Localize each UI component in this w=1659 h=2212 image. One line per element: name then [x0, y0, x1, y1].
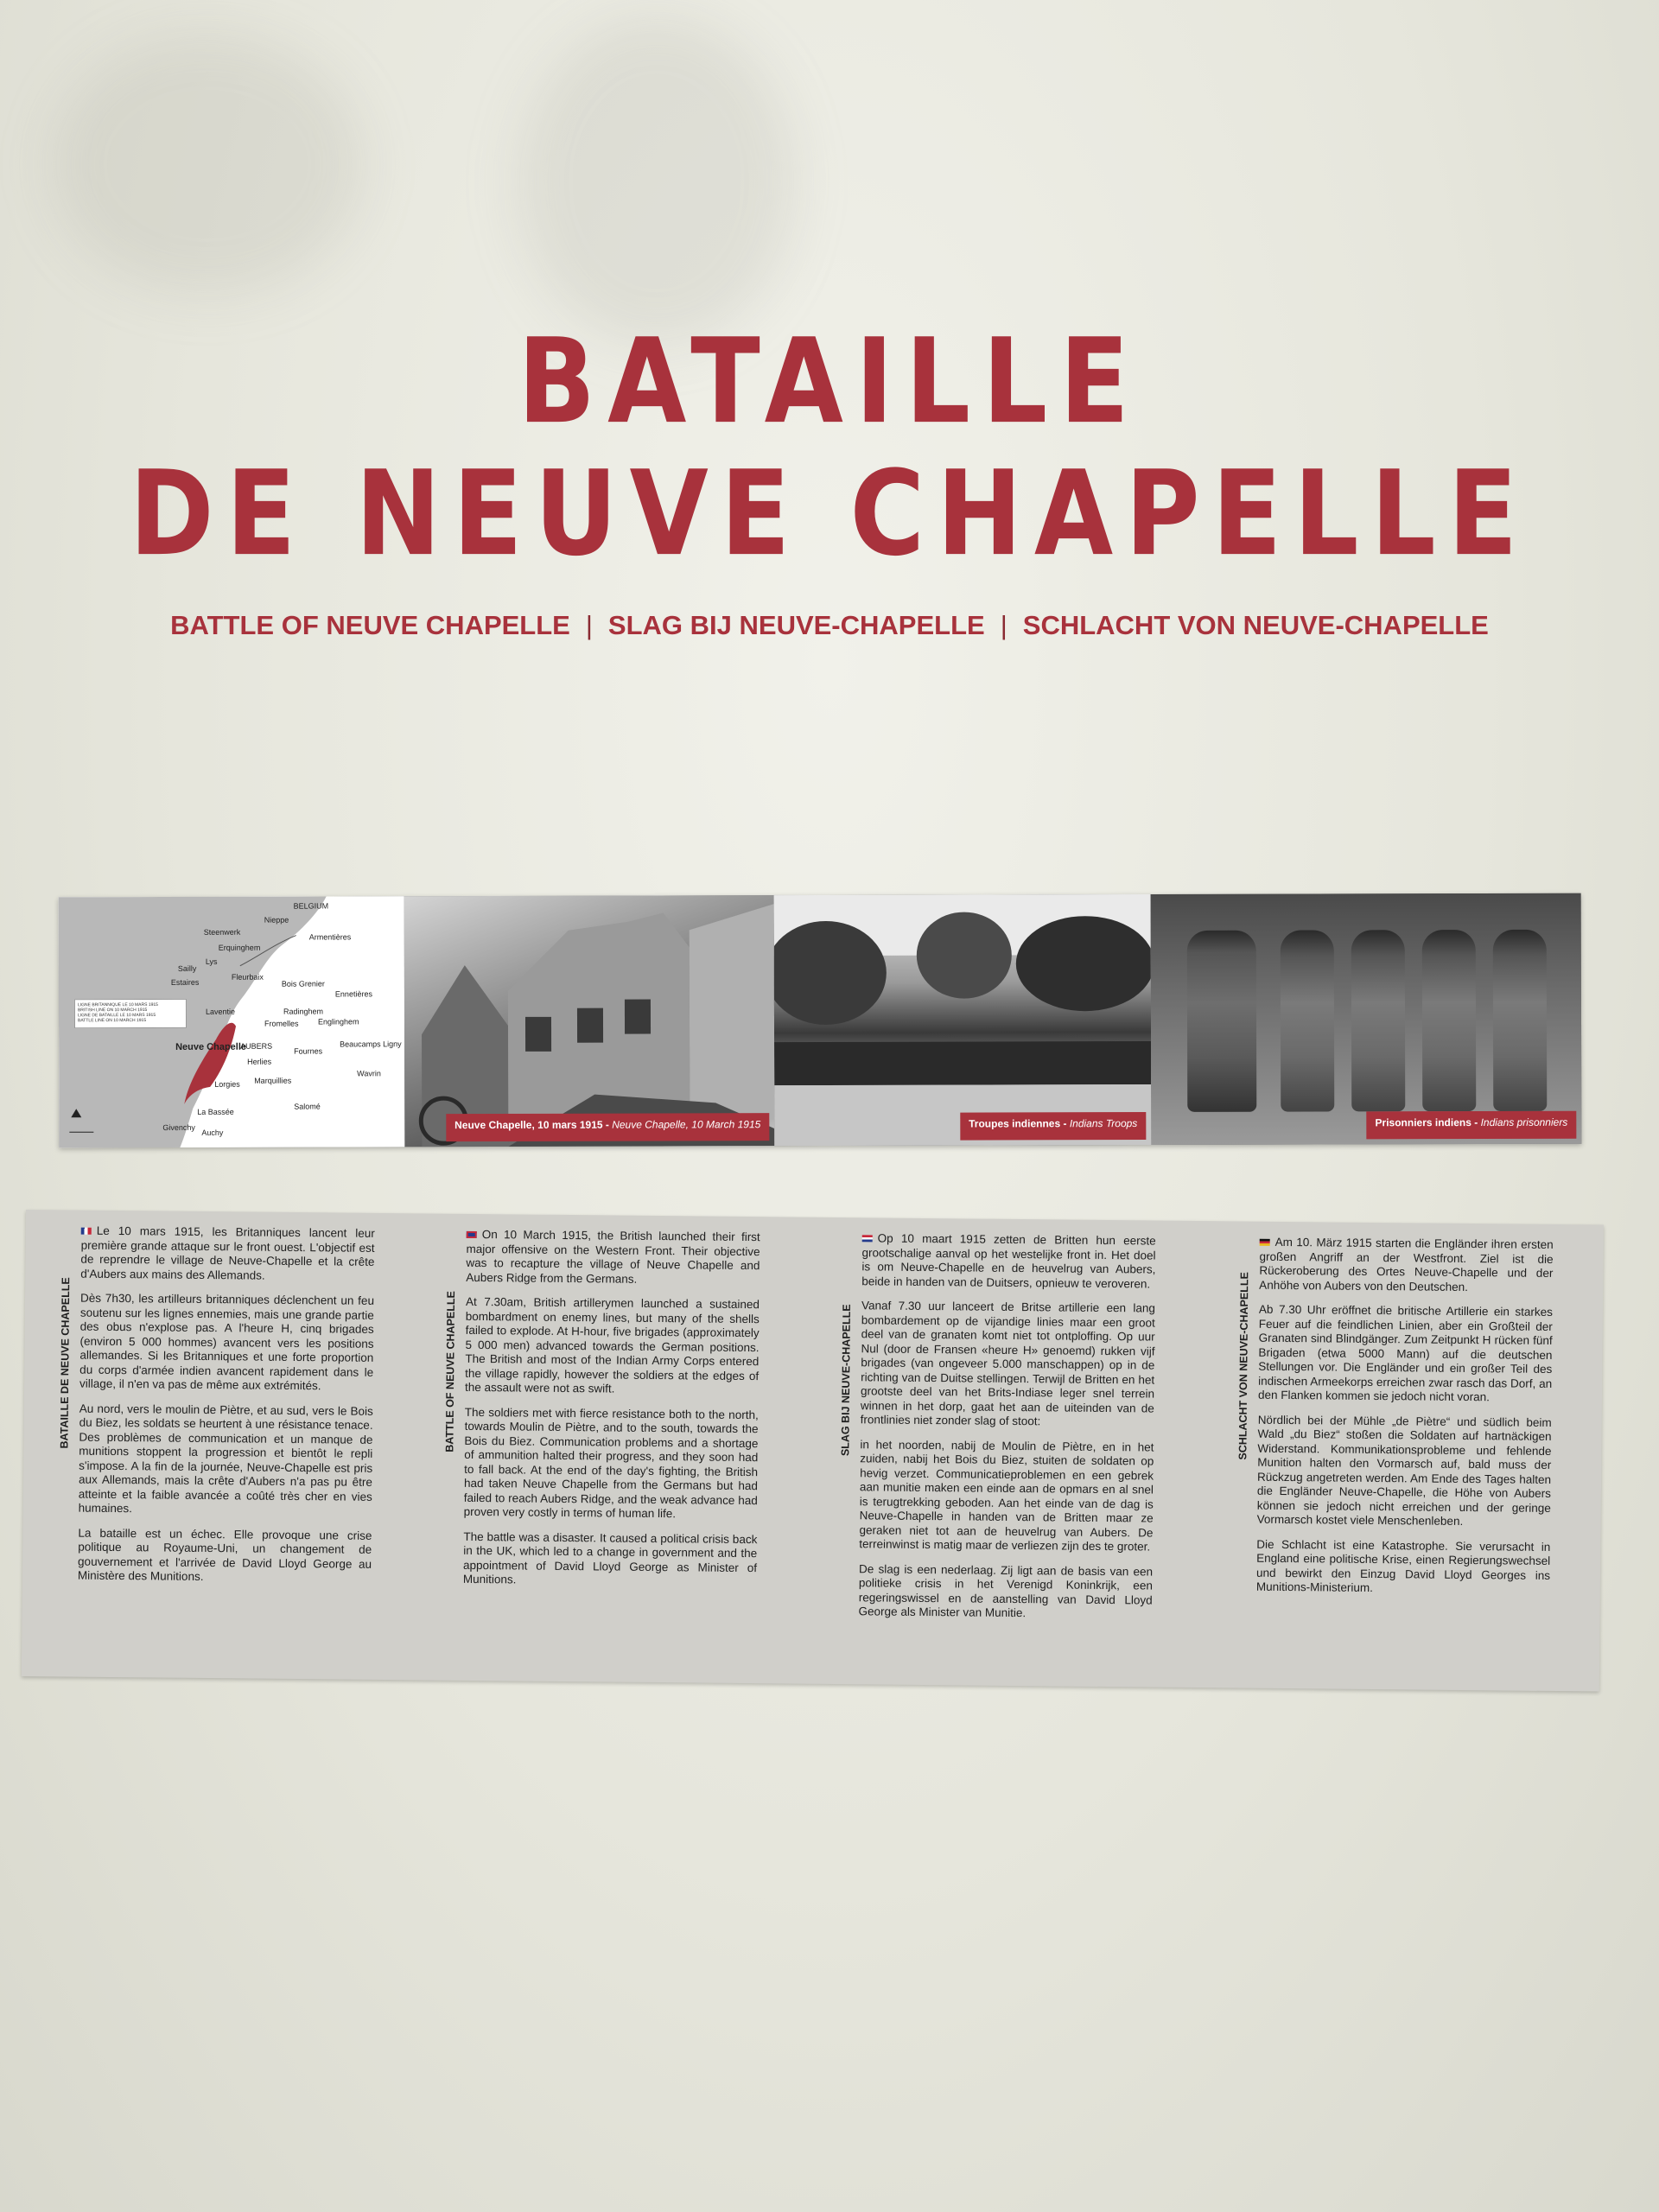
- wall-shadow: [52, 35, 363, 294]
- map-place-label: Wavrin: [357, 1069, 381, 1078]
- caption-french: Neuve Chapelle, 10 mars 1915: [454, 1118, 603, 1132]
- paragraph: Dès 7h30, les artilleurs britanniques déclenchent un feu soutenu sur les lignes ennemies, mais une grande partie des obus n'explose pas. A l'heure H, cinq brigades (environ 5 000 hommes) avancent vers les positions allemandes. Si les Britanniques et une forte proportion du corps d'armée indien avancent rapidement dans le village, il n'en va pas de même aux extrémités.: [79, 1291, 375, 1393]
- map-place-label: Lorgies: [214, 1079, 240, 1089]
- paragraph: De slag is een nederlaag. Zij ligt aan de basis van een politieke crisis in het Verenigd Koninkrijk, een regeringswissel en de aanstelling van David Lloyd George als Minister van Munitie.: [858, 1561, 1154, 1620]
- vertical-label-french: BATAILLE DE NEUVE CHAPELLE: [58, 1277, 73, 1449]
- map-place-label: Englinghem: [317, 1017, 359, 1027]
- ruins-photo-graphic: [404, 895, 775, 1147]
- paragraph: [861, 1231, 1156, 1291]
- battle-map: [59, 896, 405, 1147]
- map-place-label: Estaires: [170, 977, 200, 987]
- wall-shadow: [518, 17, 795, 346]
- map-place-label: Salomé: [294, 1102, 321, 1111]
- subtitle-dutch: SLAG BIJ NEUVE-CHAPELLE: [607, 610, 985, 640]
- map-place-label: Nieppe: [264, 915, 289, 925]
- map-place-label: Beaucamps Ligny: [340, 1039, 402, 1049]
- map-place-label: Sailly: [177, 963, 197, 973]
- prisoner-figure: [1187, 931, 1257, 1112]
- paragraph-text: Op 10 maart 1915 zetten de Britten hun eerste grootschalige aanval op het westelijke front in. Het doel is om Neuve-Chapelle en de heuvelrug van Aubers, beide in handen van de Duitsers, opnieuw te veroveren.: [861, 1231, 1156, 1290]
- exhibit-title-line-2: DE NEUVE CHAPELLE: [129, 444, 1530, 582]
- photo-strip: [59, 893, 1582, 1148]
- window: [625, 1000, 651, 1034]
- map-place-label-neuve-chapelle: Neuve Chapelle: [175, 1041, 247, 1052]
- vertical-label-german: SCHLACHT VON NEUVE-CHAPELLE: [1236, 1272, 1251, 1460]
- paragraph-text: On 10 March 1915, the British launched their first major offensive on the Western Front. Their objective was to recapture the village of Neuve Chapelle and Aubers Ridge from the Germans.: [466, 1228, 760, 1286]
- indian-prisoners-photo: [1151, 893, 1582, 1145]
- legend-line: BATTLE LINE ON 10 MARCH 1915: [77, 1018, 147, 1024]
- paragraph: The battle was a disaster. It caused a political crisis back in the UK, which led to a change in government and the appointment of David Lloyd George as Minister of Munitions.: [462, 1529, 758, 1586]
- map-legend: [74, 999, 187, 1028]
- paragraph: [1259, 1236, 1554, 1295]
- prisoner-figure: [1281, 930, 1335, 1111]
- legend-line: BRITISH LINE ON 10 MARCH 1915: [77, 1007, 148, 1014]
- map-place-label: Armentières: [308, 932, 352, 942]
- map-place-label: Fournes: [294, 1046, 323, 1056]
- legend-line: LIGNE BRITANNIQUE LE 10 MARS 1915: [77, 1002, 158, 1008]
- ruins-photo: [404, 895, 775, 1147]
- subtitle-separator: |: [1000, 610, 1007, 640]
- column-french: [78, 1224, 375, 1597]
- indian-troops-photo: [774, 894, 1152, 1146]
- caption-english: Neuve Chapelle, 10 March 1915: [612, 1118, 761, 1131]
- paragraph: [466, 1228, 760, 1287]
- map-place-label: Fromelles: [264, 1019, 299, 1028]
- exhibit-title-line-1: BATAILLE: [518, 312, 1141, 450]
- paragraph: At 7.30am, British artillerymen launched a sustained bombardment on enemy lines, but many of the shells failed to explode. At H-hour, five brigades (approximately 5 000 men) advanced towards the German positions. The British and most of the Indian Army Corps entered the village rapidly, however the soldiers at the edges of the assault were not as swift.: [464, 1294, 760, 1395]
- prisoner-figure: [1422, 930, 1477, 1111]
- tree: [1016, 916, 1152, 1011]
- caption-english: Indians prisonniers: [1480, 1116, 1568, 1128]
- text-panel: [22, 1210, 1604, 1692]
- marching-column: [774, 1041, 1151, 1085]
- subtitle-english: BATTLE OF NEUVE CHAPELLE: [170, 610, 570, 640]
- troops-caption: [960, 1112, 1146, 1141]
- translated-subtitles: [0, 610, 1659, 641]
- caption-separator: -: [602, 1118, 613, 1131]
- map-place-label: Givenchy: [162, 1122, 195, 1132]
- vertical-label-dutch: SLAG BIJ NEUVE-CHAPELLE: [839, 1304, 853, 1457]
- map-place-label: Bois Grenier: [281, 979, 325, 988]
- map-place-label: BELGIUM: [293, 901, 329, 911]
- paragraph: [80, 1224, 375, 1284]
- window: [525, 1017, 551, 1052]
- window: [577, 1008, 603, 1043]
- caption-separator: -: [1471, 1116, 1481, 1129]
- paragraph: Nördlich bei der Mühle „de Piètre“ und südlich beim Wald „du Biez“ stoßen die Soldaten auf hartnäckigen Widerstand. Kommunikationsprobleme und fehlende Munition halten den Vormarsch auf, bald muss der Rückzug angetreten werden. Am Ende des Tages halten die Engländer Neuve-Chapelle, die Höhe von Aubers können sie jedoch nicht erreichen und der geringe Vormarsch kostet viele Menschenleben.: [1256, 1413, 1552, 1528]
- troops-photo-graphic: [774, 894, 1152, 1146]
- paragraph: La bataille est un échec. Elle provoque une crise politique au Royaume-Uni, un changement de gouvernement et l'arrivée de David Lloyd George au Ministère des Munitions.: [77, 1526, 372, 1583]
- caption-separator: -: [1060, 1117, 1070, 1130]
- map-place-label: Erquinghem: [218, 943, 261, 952]
- map-place-label: Steenwerk: [203, 927, 241, 937]
- map-place-label: Ennetières: [334, 989, 372, 999]
- caption-french: Troupes indiennes: [969, 1117, 1061, 1130]
- subtitle-separator: |: [585, 610, 593, 640]
- caption-french: Prisonniers indiens: [1375, 1116, 1471, 1129]
- paragraph-text: Am 10. März 1915 starten die Engländer ihren ersten großen Angriff an der Westfront. Ziel ist die Rückeroberung des Ortes Neuve-Chapelle und der Anhöhe von Aubers von den Deutschen.: [1259, 1235, 1554, 1294]
- map-place-label: Radinghem: [283, 1007, 324, 1016]
- column-dutch: [858, 1231, 1155, 1632]
- map-place-label: Laventie: [205, 1007, 236, 1016]
- vertical-label-english: BATTLE OF NEUVE CHAPELLE: [443, 1291, 458, 1452]
- map-place-label: Herlies: [247, 1057, 272, 1066]
- paragraph: Au nord, vers le moulin de Piètre, et au sud, vers le Bois du Biez, les soldats se heurtent à une résistance tenace. Des problèmes de communication et un manque de munitions stoppent la progression et bientôt le repli s'impose. A la fin de la journée, Neuve-Chapelle est pris aux Allemands, mais la crête d'Aubers n'a pas pu être atteinte et la faible avancée a coûté très cher en vies humaines.: [78, 1402, 373, 1516]
- france-flag-icon: [81, 1228, 92, 1235]
- map-place-label: AUBERS: [240, 1041, 273, 1051]
- prisoners-caption: [1366, 1111, 1576, 1140]
- map-place-label: Fleurbaix: [231, 972, 264, 982]
- prisoner-figure: [1493, 930, 1548, 1111]
- map-place-label: Marquillies: [254, 1076, 292, 1085]
- tree: [917, 912, 1012, 998]
- netherlands-flag-icon: [862, 1236, 873, 1243]
- map-place-label: La Bassée: [197, 1107, 234, 1116]
- ruined-building-right: [690, 904, 775, 1120]
- map-place-label: Lys: [205, 957, 218, 966]
- paragraph: Die Schlacht ist eine Katastrophe. Sie verursacht in England eine politische Krise, einen Regierungswechsel und bewirkt den Einzug David Lloyd Georges ins Munitions-Ministerium.: [1255, 1537, 1551, 1594]
- legend-line: LIGNE DE BATAILLE LE 10 MARS 1915: [77, 1013, 156, 1019]
- column-german: [1256, 1236, 1554, 1608]
- caption-english: Indians Troops: [1069, 1117, 1138, 1130]
- subtitle-german: SCHLACHT VON NEUVE-CHAPELLE: [1022, 610, 1489, 640]
- paragraph: Vanaf 7.30 uur lanceert de Britse artillerie een lang bombardement op de vijandige linies maar een groot deel van de granaten komt niet tot ontploffing. Op uur Nul (door de Fransen «heure H» genoemd) rukken vijf brigades (van ongeveer 5.000 manschappen) op in de richting van de Duitse stellingen. Terwijl de Britten en het grootste deel van het Brits-Indiase leger snel terrein winnen in het dorp, gaat het aan de uiteinden van de frontlinies niet zonder slag of stoot:: [860, 1299, 1156, 1428]
- uk-flag-icon: [467, 1231, 477, 1238]
- paragraph: The soldiers met with fierce resistance both to the north, towards Moulin de Piètre, and to the south, towards the Bois du Biez. Communication problems and a shortage of ammunition halted their progress, and they soon had to fall back. At the end of the day's fighting, the British had taken Neuve Chapelle from the Germans but had failed to reach Aubers Ridge, and the weak advance had proven very costly in terms of human life.: [463, 1405, 759, 1521]
- map-place-label: Auchy: [201, 1128, 224, 1137]
- germany-flag-icon: [1260, 1239, 1270, 1246]
- paragraph: in het noorden, nabij de Moulin de Piètre, en in het zuiden, nabij het Bois du Biez, stuiten de soldaten op hevig verzet. Communicatieproblemen en een gebrek aan munitie maken een einde aan de opmars en al snel is terugtrekking geboden. Aan het einde van de dag is Neuve-Chapelle in handen van de Britten maar ze geraken niet tot aan de heuvelrug van Aubers. De terreinwinst is matig maar de verliezen zijn des te groter.: [859, 1437, 1154, 1554]
- paragraph-text: Le 10 mars 1915, les Britanniques lancent leur première grande attaque sur le front ouest. L'objectif est de reprendre le village de Neuve-Chapelle et la crête d'Aubers aux mains des Allemands.: [80, 1224, 375, 1282]
- ruins-caption: [446, 1113, 769, 1141]
- prisoner-figure: [1351, 930, 1406, 1111]
- paragraph: Ab 7.30 Uhr eröffnet die britische Artillerie ein starkes Feuer auf die feindlichen Linien, aber ein Großteil der Granaten sind Blindgänger. Zum Zeitpunkt H rücken fünf Brigaden (etwa 5000 Mann) auf die deutschen Stellungen vor. Die Engländer und ein großer Teil des indischen Armeekorps erreichen zwar rasch das Dorf, an den Flanken kommen sie jedoch nicht voran.: [1257, 1302, 1554, 1404]
- column-english: [463, 1228, 760, 1600]
